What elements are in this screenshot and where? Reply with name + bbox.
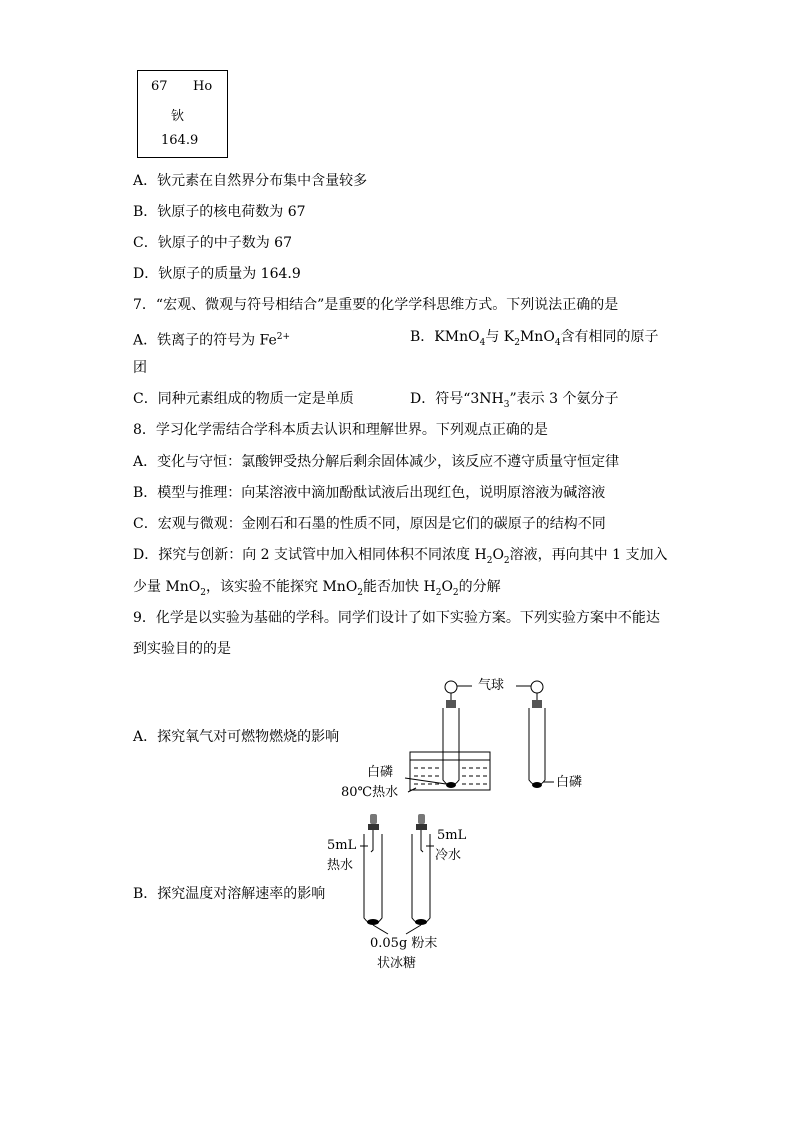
q7-option-b-wrap: 团 — [133, 360, 147, 376]
atomic-number: 67 — [151, 79, 168, 94]
balloon-right — [531, 681, 543, 693]
label-hot-water: 80℃热水 — [341, 785, 399, 800]
dropper-tip-right — [421, 830, 423, 852]
dropper-bulb-right — [418, 814, 425, 824]
q7-option-a: A．铁离子的符号为 $Fe^{2+}$ — [133, 332, 291, 349]
q9-stem-1: 9．化学是以实验为基础的学科。同学们设计了如下实验方案。下列实验方案中不能达 — [133, 610, 660, 626]
water-hatching — [414, 768, 488, 784]
q8-option-d: D．探究与创新：向 2 支试管中加入相同体积不同浓度 $H_2O_2$溶液，再向其中 1 支加入 — [133, 547, 668, 566]
label-hot-water-b: 热水 — [327, 858, 354, 873]
atomic-mass: 164.9 — [161, 133, 199, 148]
white-phosphorus-left — [446, 782, 456, 788]
label-white-p-right: 白磷 — [556, 775, 583, 790]
dropper-cap-left — [368, 824, 379, 830]
q9-option-a: A．探究氧气对可燃物燃烧的影响 — [133, 729, 340, 745]
q8-stem: 8．学习化学需结合学科本质去认识和理解世界。下列观点正确的是 — [133, 422, 548, 438]
rock-sugar-left — [367, 919, 379, 925]
label-sugar-2: 状冰糖 — [377, 956, 417, 971]
stopper-left — [446, 700, 456, 708]
q7-option-d: D．符号“$3NH_3$”表示 3 个氨分子 — [410, 391, 619, 410]
leader-white-p-left — [405, 778, 446, 784]
balloon-left — [445, 681, 457, 693]
element-symbol: Ho — [193, 79, 213, 94]
q6-option-b: B．钬原子的核电荷数为 67 — [133, 204, 306, 220]
label-cold-water: 冷水 — [435, 848, 462, 863]
test-tube-right — [529, 708, 545, 786]
q7-option-b: B．KMnO$_4$与 $K_2MnO_4$含有相同的原子 — [410, 329, 659, 348]
q8-option-d-line2: 少量 MnO$_2$，该实验不能探究 MnO$_2$能否加快 $H_2O_2$的分解 — [133, 579, 501, 598]
label-5ml-right: 5mL — [437, 828, 467, 843]
dropper-cap-right — [416, 824, 427, 830]
stopper-right — [532, 700, 542, 708]
q8-option-b: B．模型与推理：向某溶液中滴加酚酞试液后出现红色，说明原溶液为碱溶液 — [133, 485, 606, 501]
leader-sugar-left — [373, 925, 388, 934]
element-name: 钬 — [171, 109, 185, 124]
label-sugar-1: 0.05g 粉末 — [370, 936, 438, 951]
q7-stem: 7．“宏观、微观与符号相结合”是重要的化学学科思维方式。下列说法正确的是 — [133, 297, 619, 313]
dropper-tip-left — [371, 830, 373, 852]
q7-option-c: C．同种元素组成的物质一定是单质 — [133, 391, 354, 407]
q6-option-d: D．钬原子的质量为 164.9 — [133, 266, 301, 282]
white-phosphorus-right — [532, 782, 542, 788]
label-white-p-left: 白磷 — [367, 765, 394, 780]
q6-option-a: A．钬元素在自然界分布集中含量较多 — [133, 173, 368, 189]
q8-option-a: A．变化与守恒：氯酸钾受热分解后剩余固体减少，该反应不遵守质量守恒定律 — [133, 454, 620, 470]
q9-option-b: B．探究温度对溶解速率的影响 — [133, 886, 326, 902]
leader-sugar-right — [406, 925, 421, 934]
q9-stem-2: 到实验目的的是 — [133, 641, 231, 657]
rock-sugar-right — [415, 919, 427, 925]
element-card — [137, 70, 228, 158]
label-balloon: 气球 — [478, 678, 505, 693]
q8-option-c: C．宏观与微观：金刚石和石墨的性质不同，原因是它们的碳原子的结构不同 — [133, 516, 606, 532]
label-5ml-left: 5mL — [327, 838, 357, 853]
q6-option-c: C．钬原子的中子数为 67 — [133, 235, 292, 251]
test-tube-left — [443, 708, 459, 786]
dropper-bulb-left — [370, 814, 377, 824]
